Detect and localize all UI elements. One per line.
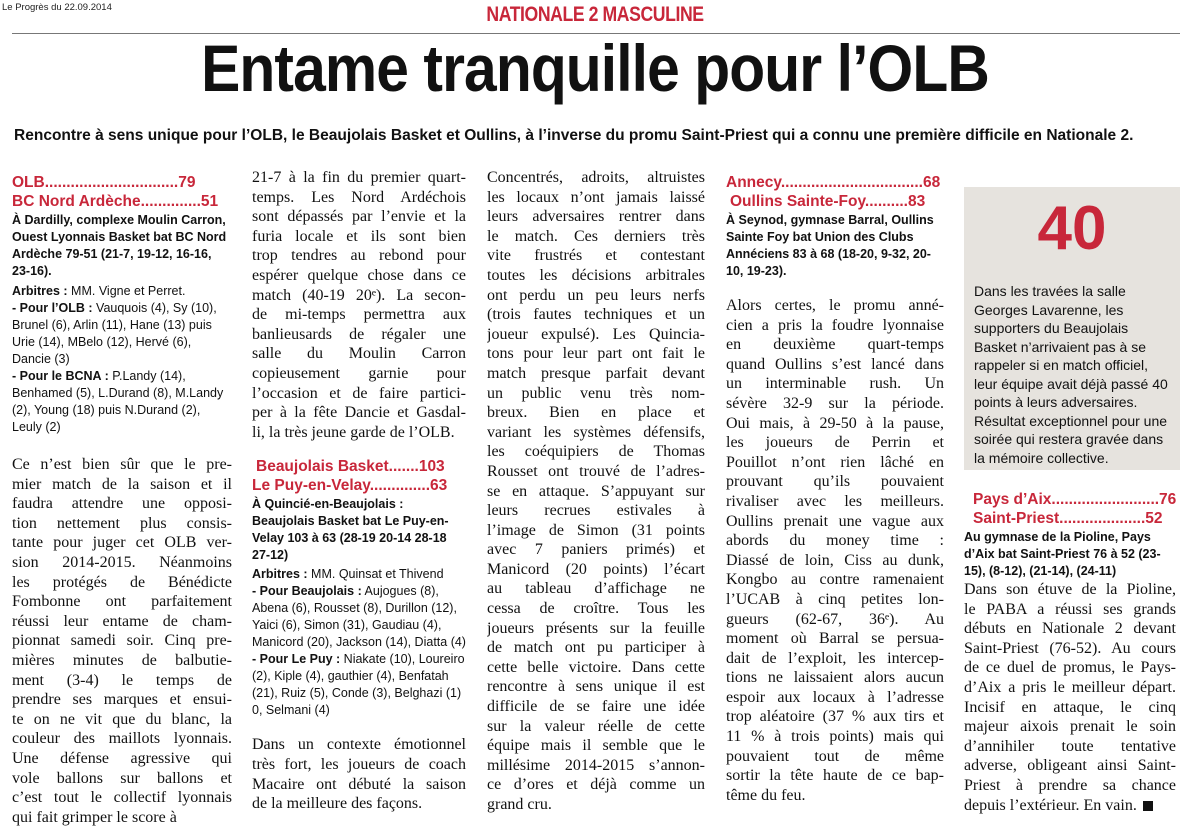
text-line: leurs adversaires rentrer dans xyxy=(487,208,705,226)
player-list: Niakate (10), Loureiro (2), Kiple (4), gauthier (4), Benfatah (21), Ruiz (5), Conde (3), Belghazi (1) 0, Selmani (4) xyxy=(252,652,465,718)
column-5 xyxy=(964,490,1176,815)
text-line: mières minutes de balbutie- xyxy=(12,651,232,669)
text-line: te on ne vit que du blanc, la xyxy=(12,710,232,728)
score-line: Saint-Priest....................52 xyxy=(973,510,1163,527)
text-line: les locaux n’ont jamais laissé xyxy=(487,188,705,206)
body-text xyxy=(12,455,232,827)
score-line: Le Puy-en-Velay..............63 xyxy=(252,477,448,495)
text-line: pionnat samedi soir. Cinq pre- xyxy=(12,632,232,650)
team-players xyxy=(252,651,466,719)
column-4 xyxy=(726,168,944,805)
text-line: ont perdu un peu leurs nerfs xyxy=(487,286,705,304)
match-venue: À Quincié-en-Beaujolais : Beaujolais Basket bat Le Puy-en-Velay 103 à 63 (28-19 20-14 28-18 27-12) xyxy=(252,497,449,563)
text-line: faudra attendre une opposi- xyxy=(12,495,232,513)
text-line: Fombonne ont parfaitement xyxy=(12,593,232,611)
score-line: OLB...............................79 xyxy=(12,174,196,191)
column-2 xyxy=(252,168,466,814)
referees-names: MM. Vigne et Perret. xyxy=(67,284,186,298)
text-line: leurs recrues estivales à xyxy=(487,502,705,520)
text-line: tions ne laissaient alors aucun xyxy=(726,669,944,687)
standfirst: Rencontre à sens unique pour l’OLB, le Beaujolais Basket et Oullins, à l’inverse du promu Saint-Priest qui a connu une première difficile en Nationale 2. xyxy=(14,127,1134,144)
text-line: depuis l’extérieur. En vain. xyxy=(964,796,1176,816)
text-line: tante pour juger cet OLB ver- xyxy=(12,534,232,552)
referees xyxy=(12,283,232,300)
text-line: ce d’ores et déjà comme un xyxy=(487,776,705,794)
text-line: de match ont pu participer à xyxy=(487,639,705,657)
column-1 xyxy=(12,168,232,827)
body-text xyxy=(964,580,1176,815)
text-line: tons pour leur part ont fait le xyxy=(487,345,705,363)
text-line: li, la très jeune garde de l’OLB. xyxy=(252,423,455,441)
text-line: le match. Ces derniers très xyxy=(487,227,705,245)
referees-label: Arbitres : xyxy=(252,567,308,582)
text-line: Diassé de loin, Ciss au dunk, xyxy=(726,551,944,569)
text-line: l’image de Simon (31 points xyxy=(487,521,705,539)
text-line: un public venu très nom- xyxy=(487,384,705,402)
text-line: (trois fautes techniques et un xyxy=(487,306,705,324)
text-line: breux. Bien en place et xyxy=(487,404,705,422)
text-line: sion 2014-2015. Néanmoins xyxy=(12,553,232,571)
text-line: Ce n’est bien sûr que le pre- xyxy=(12,456,232,473)
team-players xyxy=(252,583,466,651)
body-text xyxy=(252,735,466,813)
text-line: de mi-temps permettra aux xyxy=(252,306,466,324)
text-line: d’Aix a pris le meilleur départ. xyxy=(964,678,1176,696)
text-line: toutes les décisions arbitrales xyxy=(487,266,705,284)
text-line: Dans un contexte émotionnel xyxy=(252,736,466,754)
body-text xyxy=(726,296,944,805)
text-line: Oui mais, à 29-50 à la pause, xyxy=(726,414,944,432)
end-of-article-mark xyxy=(1143,801,1153,811)
text-line: d’annihiler toute tentative xyxy=(964,737,1176,755)
match-venue: À Dardilly, complexe Moulin Carron, Ouest Lyonnais Basket bat BC Nord Ardèche 79-51 (21-7, 19-12, 16-16, 23-16). xyxy=(12,213,227,278)
text-line: match presque parfait devant xyxy=(487,364,705,382)
text-line: cien a pris la foudre lyonnaise xyxy=(726,316,944,334)
text-line: de la meilleure des façons. xyxy=(252,795,423,813)
match-venue: Au gymnase de la Pioline, Pays d’Aix bat Saint-Priest 76 à 52 (23-15), (8-12), (21-14), (24-11) xyxy=(964,530,1161,578)
text-line: trop tendres au rebond pour xyxy=(252,247,466,265)
text-line: cessa de croître. Tous les xyxy=(487,600,705,618)
text-line: Rousset ont trouvé de l’adres- xyxy=(487,462,705,480)
text-line: l’occasion et de faire partici- xyxy=(252,384,466,402)
text-line: millésime 2014-2015 s’annon- xyxy=(487,756,705,774)
text-line: 21-7 à la fin du premier quart- xyxy=(252,169,466,186)
text-line: l’UCAB à cinq petites lon- xyxy=(726,590,944,608)
team-players xyxy=(12,368,232,436)
text-line: les protégés de Bénédicte xyxy=(12,573,232,591)
body-text xyxy=(487,168,705,815)
text-line: Incisif en attaque, le cinq xyxy=(964,698,1176,716)
text-line: espoir aux locaux à l’adresse xyxy=(726,688,944,706)
column-3 xyxy=(487,168,705,815)
text-line: abords du money time : xyxy=(726,532,944,550)
text-line: vole ballons sur ballons et xyxy=(12,769,232,787)
rubric: NATIONALE 2 MASCULINE xyxy=(486,3,704,26)
player-list: Vauquois (4), Sy (10), Brunel (6), Arlin (11), Hane (13) puis Urie (14), MBelo (12), Hervé (6), Dancie (3) xyxy=(12,301,217,366)
text-line: moment où Barral se persua- xyxy=(726,630,944,648)
referees-names: MM. Quinsat et Thivend xyxy=(307,567,444,582)
score-line: BC Nord Ardèche..............51 xyxy=(12,193,219,210)
score-line: Annecy.................................68 xyxy=(726,174,941,191)
text-line: cette belle victoire. Dans cette xyxy=(487,658,705,676)
text-line: sortir la tête haute de ce bap- xyxy=(726,767,944,785)
team-label: - Pour le BCNA : xyxy=(12,369,109,383)
text-line: copieusement garnie pour xyxy=(252,364,466,382)
score-line: Pays d’Aix.........................76 xyxy=(973,491,1177,508)
score-line: Beaujolais Basket.......103 xyxy=(256,458,445,476)
text-line: espérer quelque chose dans ce xyxy=(252,266,466,284)
text-line: de ce duel de promus, le Pays- xyxy=(964,659,1176,677)
text-line: trop aléatoire (37 % aux tirs et xyxy=(726,708,944,726)
text-line: ment (3-4) le temps de xyxy=(12,671,232,689)
text-line: rivaliser avec les meilleurs. xyxy=(726,492,944,510)
score-line: Oullins Sainte-Foy..........83 xyxy=(730,193,926,210)
text-line: variant les systèmes défensifs, xyxy=(487,423,705,441)
text-line: les coéquipiers de Thomas xyxy=(487,443,705,461)
text-line: prendre ses marques et ensui- xyxy=(12,691,232,709)
text-line: gueurs (62-67, 36ᵉ). Au xyxy=(726,610,944,628)
text-line: Une défense agressive qui xyxy=(12,749,232,767)
text-line: majeur aixois prenait le soin xyxy=(964,718,1176,736)
text-line: équipe mais il semble que le xyxy=(487,737,705,755)
text-line: Manicord (20 points) l’écart xyxy=(487,560,705,578)
text-line: prouvant qu’ils pouvaient xyxy=(726,473,944,491)
source-line: Le Progrès du 22.09.2014 xyxy=(2,2,112,13)
text-line: banlieusards de régaler une xyxy=(252,325,466,343)
text-line: un interminable rush. Un xyxy=(726,375,944,393)
text-line: sur la valeur réelle de cette xyxy=(487,717,705,735)
text-line: c’est tout le collectif lyonnais xyxy=(12,789,232,807)
text-line: pouvaient tout de même xyxy=(726,747,944,765)
text-line: Concentrés, adroits, altruistes xyxy=(487,169,705,186)
text-line: les joueurs de Perrin et xyxy=(726,434,944,452)
text-line: mier match de la saison et il xyxy=(12,475,232,493)
text-line: per à la fête Dancie et Gasdal- xyxy=(252,404,466,422)
text-line: Alors certes, le promu anné- xyxy=(726,297,944,314)
text-line: au tableau d’affichage ne xyxy=(487,580,705,598)
text-line: Pouillot n’ont rien lâché en xyxy=(726,453,944,471)
team-players xyxy=(12,300,232,368)
text-line: grand cru. xyxy=(487,796,552,813)
text-line: quand Oullins s’est lancé dans xyxy=(726,355,944,373)
text-line: Kongbo au contre ramenaient xyxy=(726,571,944,589)
player-list: P.Landy (14), Benhamed (5), L.Durand (8), M.Landy (2), Young (18) puis N.Durand (2), Leuly (2) xyxy=(12,369,224,434)
text-line: débuts en Nationale 2 devant xyxy=(964,620,1176,638)
text-line: se en attaque. S’appuyant sur xyxy=(487,482,705,500)
headline: Entame tranquille pour l’OLB xyxy=(201,31,989,105)
player-list: Aujogues (8), Abena (6), Rousset (8), Durillon (12), Yaici (6), Simon (31), Gaudiau (4), Manicord (20), Jackson (14), Diatta (4) xyxy=(252,584,466,650)
text-line: temps. Les Nord Ardéchois xyxy=(252,188,466,206)
text-line: dait de l’exploit, les intercep- xyxy=(726,649,944,667)
text-line: vite frustrés et contestant xyxy=(487,247,705,265)
text-line: sévère 32-9 sur la période. xyxy=(726,394,944,412)
match-venue: À Seynod, gymnase Barral, Oullins Sainte Foy bat Union des Clubs Annéciens 83 à 68 (18-20, 9-32, 20-10, 19-23). xyxy=(726,213,934,278)
text-line: Priest à prendre sa chance xyxy=(964,776,1176,794)
text-line: salle du Moulin Carron xyxy=(252,345,466,363)
text-line: Dans son étuve de la Pioline, xyxy=(964,581,1176,598)
text-line: furia locale et ils sont bien xyxy=(252,227,466,245)
text-line: Macaire ont débuté la saison xyxy=(252,775,466,793)
team-label: - Pour Beaujolais : xyxy=(252,584,362,599)
text-line: réussi leur entame de cham- xyxy=(12,612,232,630)
stat-box xyxy=(964,187,1180,470)
text-line: difficile de se faire une idée xyxy=(487,698,705,716)
body-text xyxy=(252,168,466,442)
text-line: joueurs présents sur la feuille xyxy=(487,619,705,637)
team-label: - Pour Le Puy : xyxy=(252,652,341,667)
text-line: en deuxième quart-temps xyxy=(726,336,944,354)
stat-number: 40 xyxy=(1037,194,1107,263)
text-line: rencontre à sens unique il est xyxy=(487,678,705,696)
text-line: joueur expulsé). Les Quincia- xyxy=(487,325,705,343)
text-line: qui fait grimper le score à xyxy=(12,808,177,826)
text-line: avec 7 paniers primés) et xyxy=(487,541,705,559)
text-line: sont dépassés par l’envie et la xyxy=(252,208,466,226)
text-line: tion nettement plus consis- xyxy=(12,514,232,532)
text-line: Saint-Priest (76-52). Au cours xyxy=(964,639,1176,657)
text-line: tême du feu. xyxy=(726,786,806,804)
referees-label: Arbitres : xyxy=(12,284,68,298)
text-line: couleur des maillots lyonnais. xyxy=(12,730,232,748)
text-line: Oullins prenait une vague aux xyxy=(726,512,944,530)
text-line: 11 % à trois points) mais qui xyxy=(726,728,944,746)
text-line: adverse, obligeant ainsi Saint- xyxy=(964,757,1176,775)
text-line: très fort, les joueurs de coach xyxy=(252,755,466,773)
referees xyxy=(252,566,466,583)
text-line: le PABA a réussi ses grands xyxy=(964,600,1176,618)
text-line: match (40-19 20ᵉ). La secon- xyxy=(252,286,466,304)
stat-text: Dans les travées la salle Georges Lavarenne, les supporters du Beaujolais Basket n’arrivaient pas à se rappeler si en match officiel, leur équipe avait déjà passé 40 points à leurs adversaires. Résultat exceptionnel pour une soirée qui restera gravée dans la mémoire collective. xyxy=(974,283,1168,466)
team-label: - Pour l’OLB : xyxy=(12,301,93,315)
